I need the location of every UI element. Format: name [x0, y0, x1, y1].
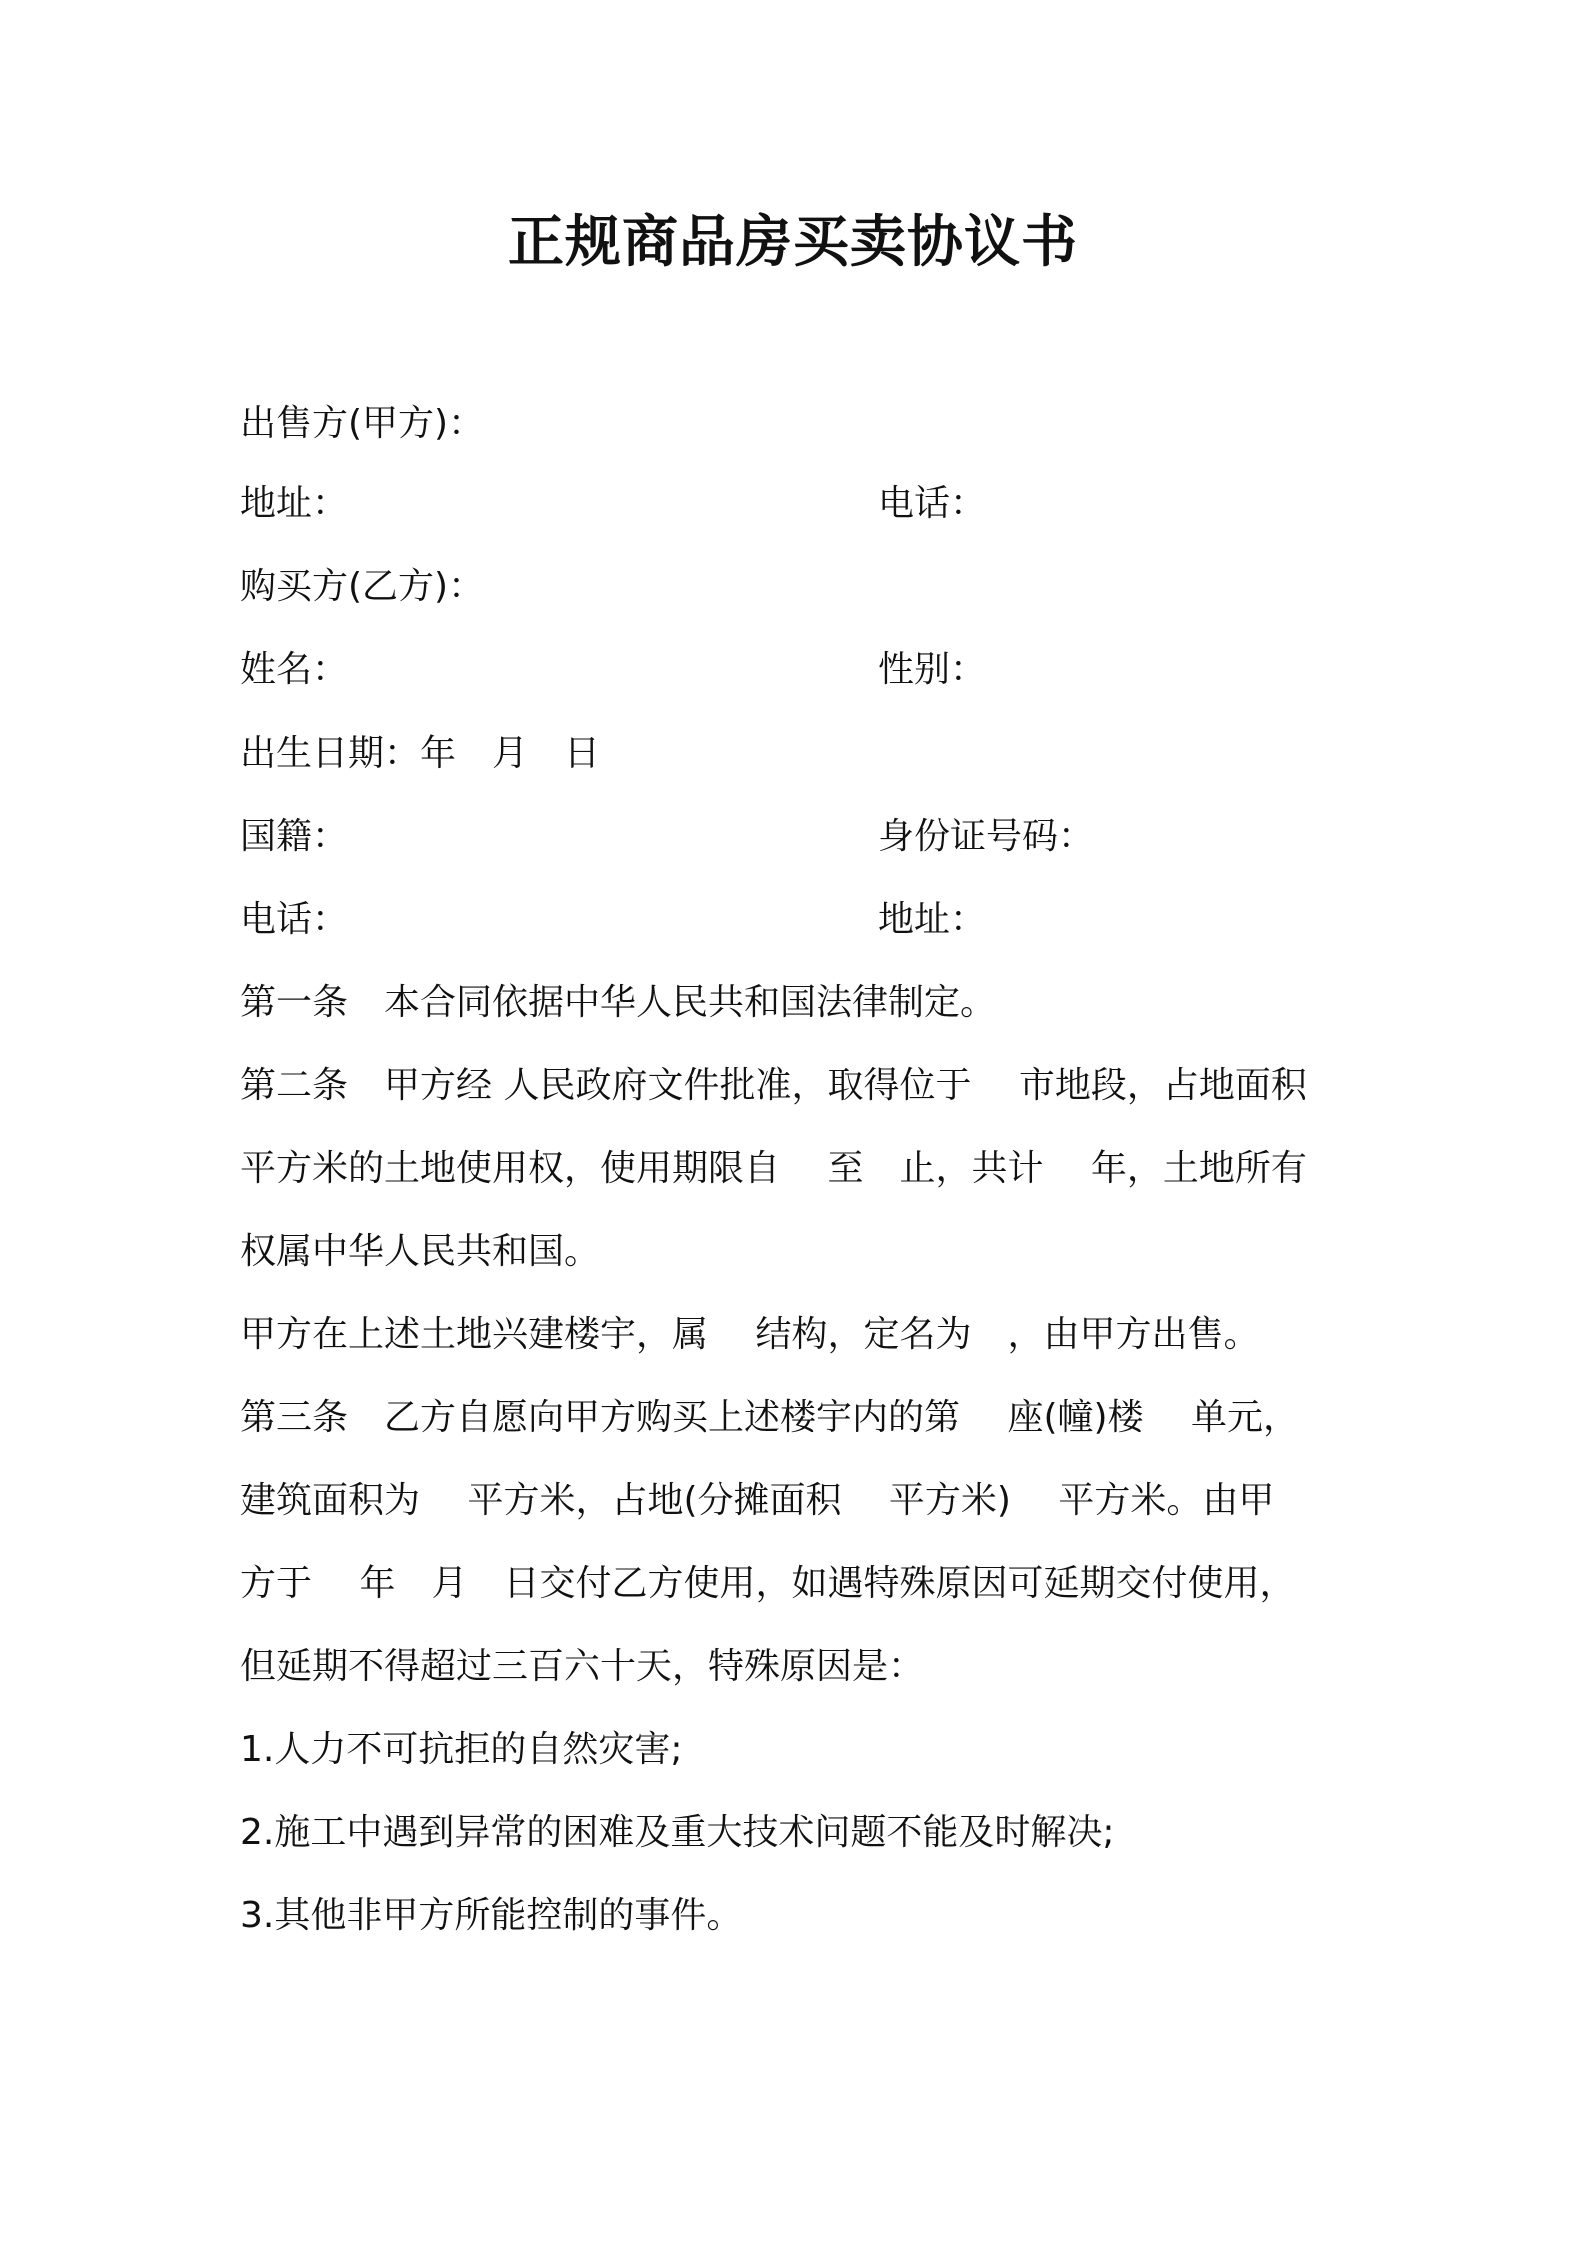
buyer-name-label: 姓名：: [240, 649, 349, 690]
buyer-phone-label: 电话：: [240, 899, 349, 940]
birth-date-label: 出生日期：年 月 日: [240, 733, 601, 774]
seller-phone-label: 电话：: [878, 483, 987, 524]
article-3-line-3: 方于 年 月 日交付乙方使用，如遇特殊原因可延期交付使用，: [240, 1563, 1296, 1604]
buyer-gender-label: 性别：: [878, 649, 987, 690]
special-reason-3: 3.其他非甲方所能控制的事件。: [240, 1895, 743, 1936]
special-reason-1: 1.人力不可抗拒的自然灾害;: [240, 1729, 683, 1770]
article-2-line-3: 权属中华人民共和国。: [240, 1231, 601, 1272]
article-3-line-1: 第三条 乙方自愿向甲方购买上述楼宇内的第 座(幢)楼 单元，: [240, 1397, 1299, 1438]
article-1: 第一条 本合同依据中华人民共和国法律制定。: [240, 982, 997, 1023]
buyer-label: 购买方(乙方)：: [240, 566, 485, 607]
article-3-line-2: 建筑面积为 平方米，占地(分摊面积 平方米) 平方米。由甲: [240, 1480, 1275, 1521]
article-3-line-4: 但延期不得超过三百六十天，特殊原因是：: [240, 1646, 925, 1687]
buyer-address-label: 地址：: [878, 899, 987, 940]
document-title: 正规商品房买卖协议书: [508, 210, 1078, 275]
seller-address-label: 地址：: [240, 483, 349, 524]
seller-label: 出售方(甲方)：: [240, 403, 485, 444]
nationality-label: 国籍：: [240, 816, 349, 857]
article-2-line-1: 第二条 甲方经 人民政府文件批准，取得位于 市地段，占地面积: [240, 1065, 1307, 1106]
article-2-line-4: 甲方在上述土地兴建楼宇，属 结构，定名为 ，由甲方出售。: [240, 1314, 1260, 1355]
id-number-label: 身份证号码：: [878, 816, 1095, 857]
article-2-line-2: 平方米的土地使用权，使用期限自 至 止，共计 年，土地所有: [240, 1148, 1307, 1189]
special-reason-2: 2.施工中遇到异常的困难及重大技术问题不能及时解决;: [240, 1812, 1115, 1853]
